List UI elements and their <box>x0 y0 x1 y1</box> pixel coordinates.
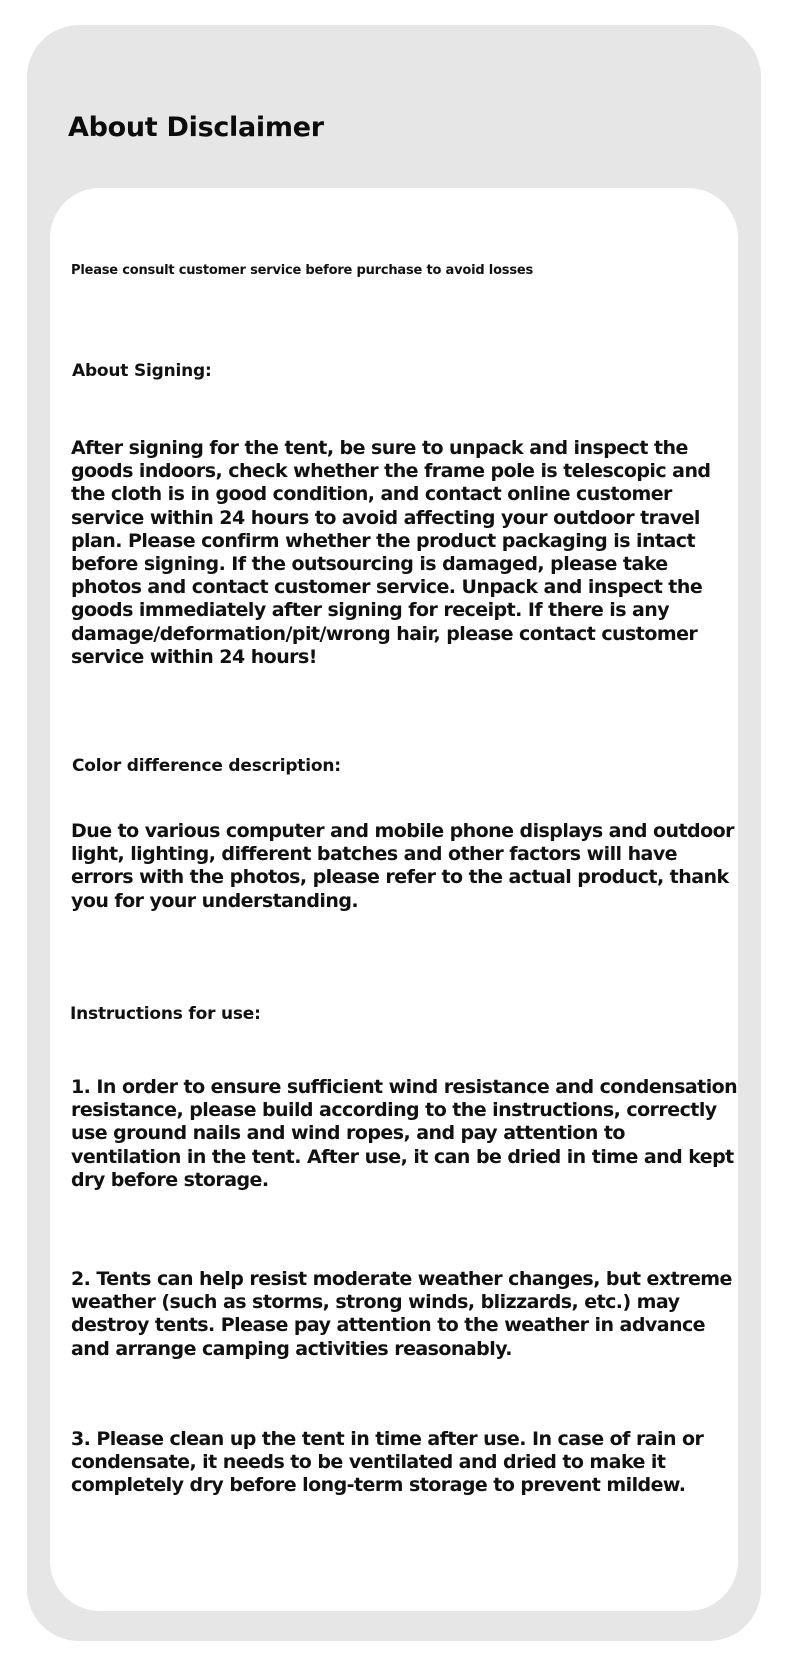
page-title: About Disclaimer <box>68 112 324 143</box>
signing-text: After signing for the tent, be sure to unpack and inspect the goods indoors, check whether the frame pole is telescopic and the cloth is in good condition, and contact online customer service within 24 hours to avoid affecting your outdoor travel plan. Please confirm whether the product packaging is intact before signing. If the outsourcing is damaged, please take photos and contact customer service. Unpack and inspect the goods immediately after signing for receipt. If there is any damage/deformation/pit/wrong hair, please contact customer service within 24 hours! <box>71 437 711 668</box>
purchase-notice: Please consult customer service before purchase to avoid losses <box>71 263 534 278</box>
instructions-heading: Instructions for use: <box>70 1004 261 1024</box>
signing-heading: About Signing: <box>72 361 212 381</box>
instruction-item-1: 1. In order to ensure sufficient wind resistance and condensation resistance, please build according to the instructions, correctly use ground nails and wind ropes, and pay attention to ventilation in the tent. After use, it can be dried in time and kept dry before storage. <box>71 1076 738 1191</box>
color-difference-text: Due to various computer and mobile phone displays and outdoor light, lighting, different batches and other factors will have errors with the photos, please refer to the actual product, thank you for your understanding. <box>71 820 734 912</box>
instruction-item-3: 3. Please clean up the tent in time after use. In case of rain or condensate, it needs to be ventilated and dried to make it completely dry before long-term storage to prevent mildew. <box>71 1428 704 1497</box>
color-difference-heading: Color difference description: <box>72 756 341 776</box>
instruction-item-2: 2. Tents can help resist moderate weather changes, but extreme weather (such as storms, strong winds, blizzards, etc.) may destroy tents. Please pay attention to the weather in advance and arrange camping activities reasonably. <box>71 1268 732 1360</box>
